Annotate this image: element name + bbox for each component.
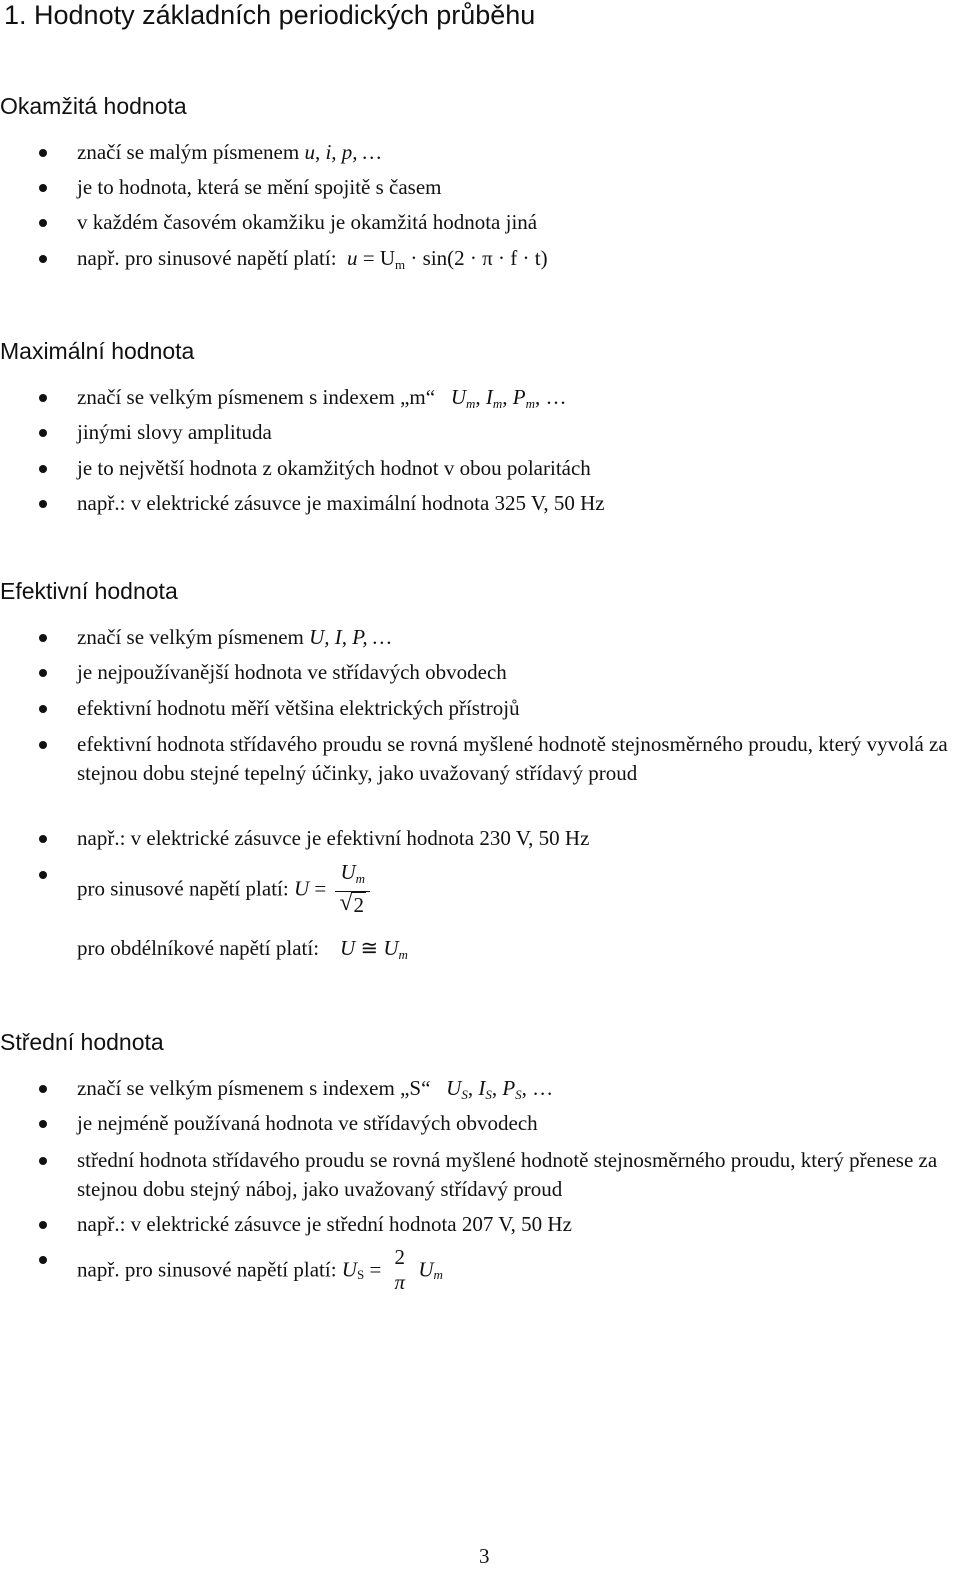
formula-stredni: $U_S$ = 2 π $U_m$	[341, 1245, 443, 1294]
formula-obdelnik: pro obdélníkové napětí platí: U ≅ $U_m$	[77, 936, 408, 962]
list-item: je nejpoužívanější hodnota ve střídavých obvodech	[77, 658, 507, 687]
heading-efektivni: Efektivní hodnota	[0, 578, 178, 604]
list-item: pro sinusové napětí platí: U = $U_m$ √ 2	[77, 860, 374, 930]
list-item: např.: v elektrické zásuvce je maximální hodnota 325 V, 50 Hz	[77, 489, 605, 518]
list-item: jinými slovy amplituda	[77, 418, 272, 447]
heading-maximalni: Maximální hodnota	[0, 338, 195, 364]
page-number: 3	[479, 1544, 490, 1568]
list-item: je nejméně používaná hodnota ve střídavých obvodech	[77, 1109, 538, 1138]
list-item: efektivní hodnotu měří většina elektrických přístrojů	[77, 694, 520, 723]
list-item: značí se velkým písmenem s indexem „S“ $U_S$, $I_S$, $P_S$, …	[77, 1074, 553, 1109]
list-item: značí se malým písmenem u, i, p, …	[77, 138, 381, 167]
list-item: např. pro sinusové napětí platí: $u = U_m \cdot \sin(2 \cdot \pi \cdot f \cdot t)$	[77, 244, 548, 279]
list-item: je to hodnota, která se mění spojitě s časem	[77, 173, 442, 202]
heading-okamzita: Okamžitá hodnota	[0, 93, 187, 119]
list-item: značí se velkým písmenem U, I, P, …	[77, 623, 392, 652]
list-item: v každém časovém okamžiku je okamžitá hodnota jiná	[77, 208, 537, 237]
formula-sinus: $u = U_m \cdot \sin(2 \cdot \pi \cdot f \cdot t)$	[347, 246, 548, 272]
fraction: 2 π	[394, 1245, 406, 1294]
list-item: např.: v elektrické zásuvce je střední hodnota 207 V, 50 Hz	[77, 1210, 572, 1239]
list-item: např.: v elektrické zásuvce je efektivní hodnota 230 V, 50 Hz	[77, 824, 589, 853]
list-item: např. pro sinusové napětí platí: $U_S$ = 2 π $U_m$	[77, 1245, 443, 1311]
list-item: střední hodnota střídavého proudu se rovná myšlené hodnotě stejnosměrného proudu, který přenese za stejnou dobu stejný náboj, jako uvažovaný střídavý proud	[77, 1146, 957, 1204]
sqrt-icon: √	[339, 890, 353, 916]
heading-stredni: Střední hodnota	[0, 1029, 164, 1055]
page-title: 1. Hodnoty základních periodických průběhu	[4, 0, 536, 30]
list-item: efektivní hodnota střídavého proudu se rovná myšlené hodnotě stejnosměrného proudu, který vyvolá za stejnou dobu stejné tepelný účinky, jako uvažovaný střídavý proud	[77, 730, 952, 788]
fraction: $U_m$ √ 2	[335, 860, 370, 918]
formula-efektivni: U = $U_m$ √ 2	[294, 860, 374, 918]
list-item: značí se velkým písmenem s indexem „m“ $U_m$, $I_m$, $P_m$, …	[77, 383, 566, 418]
list-item: je to největší hodnota z okamžitých hodnot v obou polaritách	[77, 454, 591, 483]
